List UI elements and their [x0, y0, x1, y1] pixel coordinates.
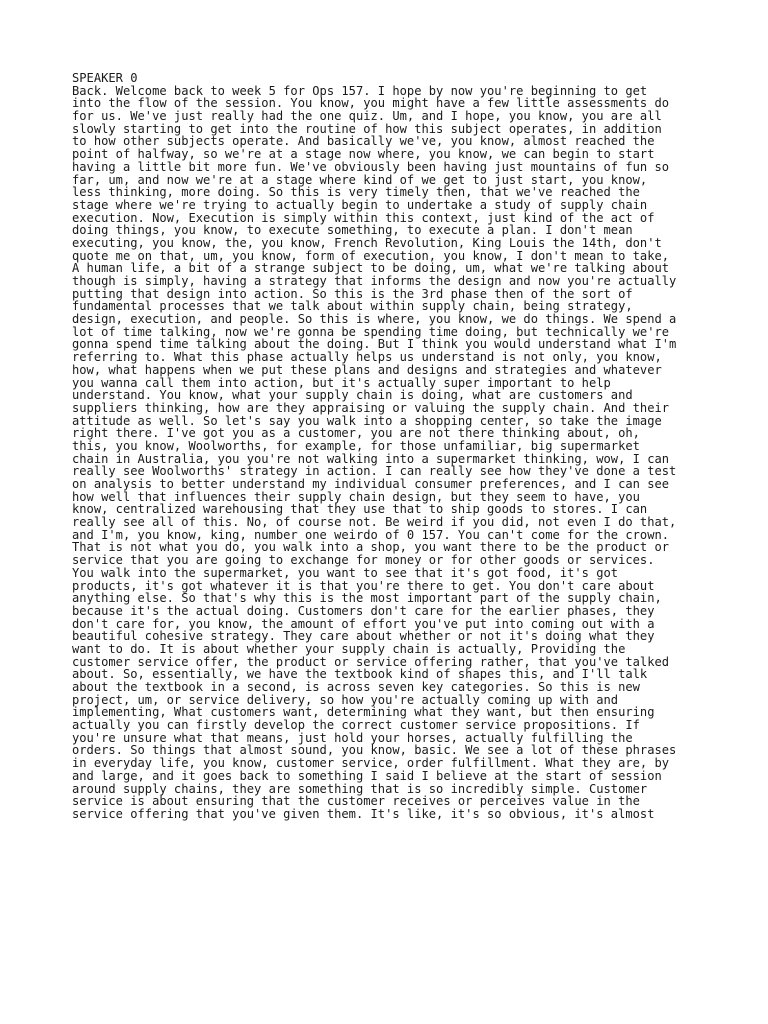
transcript-line: execution. Now, Execution is simply within this context, just kind of the act of: [72, 210, 655, 225]
transcript-body: [72, 72, 712, 821]
transcript-line: service is about ensuring that the customer receives or perceives value in the: [72, 794, 640, 809]
transcript-line: actually you can firstly develop the correct customer service propositions. If: [72, 718, 640, 733]
transcript-line: having a little bit more fun. We've obviously been having just mountains of fun so: [72, 159, 670, 174]
transcript-line: beautiful cohesive strategy. They care about whether or not it's doing what they: [72, 629, 655, 644]
transcript-line: referring to. What this phase actually helps us understand is not only, you know,: [72, 350, 662, 365]
transcript-line: about. So, essentially, we have the textbook kind of shapes this, and I'll talk: [72, 667, 648, 682]
transcript-line: around supply chains, they are something that is so incredibly simple. Customer: [72, 781, 648, 796]
transcript-line: A human life, a bit of a strange subject to be doing, um, what we're talking about: [72, 261, 670, 276]
transcript-line: in everyday life, you know, customer service, order fulfillment. What they are, by: [72, 756, 670, 771]
transcript-line: really see all of this. No, of course not. Be weird if you did, not even I do that,: [72, 515, 677, 530]
transcript-line: stage where we're trying to actually begin to undertake a study of supply chain: [72, 197, 648, 212]
transcript-line: because it's the actual doing. Customers don't care for the earlier phases, they: [72, 603, 655, 618]
transcript-line: project, um, or service delivery, so how you're actually coming up with and: [72, 692, 619, 707]
transcript-line: how well that influences their supply chain design, but they seem to have, you: [72, 489, 640, 504]
transcript-line: service offering that you've given them. It's like, it's so obvious, it's almost: [72, 806, 655, 821]
transcript-line: on analysis to better understand my individual consumer preferences, and I can see: [72, 477, 670, 491]
transcript-line: quote me on that, um, you know, form of execution, you know, I don't mean to take,: [72, 248, 670, 263]
transcript-line: and large, and it goes back to something I said I believe at the start of session: [72, 768, 662, 783]
transcript-line: about the textbook in a second, is across seven key categories. So this is new: [72, 680, 640, 694]
transcript-line: customer service offer, the product or service offering rather, that you've talked: [72, 654, 670, 669]
transcript-line: suppliers thinking, how are they appraising or valuing the supply chain. And their: [72, 400, 670, 415]
transcript-line: orders. So things that almost sound, you know, basic. We see a lot of these phrases: [72, 743, 677, 758]
transcript-line: you wanna call them into action, but it's actually super important to help: [72, 375, 611, 390]
transcript-line: far, um, and now we're at a stage where kind of we get to just start, you know,: [72, 172, 648, 187]
transcript-line: this, you know, Woolworths, for example, for those unfamiliar, big supermarket: [72, 438, 640, 453]
transcript-line: Back. Welcome back to week 5 for Ops 157. I hope by now you're beginning to get: [72, 83, 648, 98]
transcript-line: service that you are going to exchange for money or for other goods or services.: [72, 553, 655, 568]
transcript-line: into the flow of the session. You know, you might have a few little assessments do: [72, 96, 670, 111]
transcript-line: you're unsure what that means, just hold your horses, actually fulfilling the: [72, 730, 633, 745]
transcript-line: attitude as well. So let's say you walk into a shopping center, so take the image: [72, 413, 662, 428]
transcript-line: don't care for, you know, the amount of effort you've put into coming out with a: [72, 616, 655, 631]
transcript-line: slowly starting to get into the routine of how this subject operates, in addition: [72, 121, 662, 136]
transcript-line: implementing, What customers want, determining what they want, but then ensuring: [72, 705, 655, 720]
transcript-line: understand. You know, what your supply chain is doing, what are customers and: [72, 388, 633, 403]
transcript-line: That is not what you do, you walk into a shop, you want there to be the product or: [72, 540, 670, 555]
transcript-line: and I'm, you know, king, number one weirdo of 0 157. You can't come for the crown.: [72, 527, 670, 542]
transcript-line: gonna spend time talking about the doing. But I think you would understand what I'm: [72, 337, 677, 352]
transcript-line: chain in Australia, you you're not walking into a supermarket thinking, wow, I can: [72, 451, 670, 466]
transcript-line: putting that design into action. So this is the 3rd phase then of the sort of: [72, 286, 633, 301]
transcript-line: anything else. So that's why this is the most important part of the supply chain,: [72, 591, 662, 606]
transcript-line: lot of time talking, now we're gonna be spending time doing, but technically we're: [72, 324, 670, 339]
transcript-line: how, what happens when we put these plans and designs and strategies and whatever: [72, 362, 662, 377]
transcript-lines: [72, 85, 712, 821]
transcript-line: right there. I've got you as a customer, you are not there thinking about, oh,: [72, 426, 640, 441]
transcript-line: though is simply, having a strategy that informs the design and now you're actually: [72, 274, 677, 288]
transcript-line: doing things, you know, to execute something, to execute a plan. I don't mean: [72, 223, 633, 238]
transcript-line: fundamental processes that we talk about within supply chain, being strategy,: [72, 299, 633, 314]
transcript-line: for us. We've just really had the one quiz. Um, and I hope, you know, you are all: [72, 109, 662, 124]
transcript-line: executing, you know, the, you know, French Revolution, King Louis the 14th, don't: [72, 235, 662, 250]
transcript-line: You walk into the supermarket, you want to see that it's got food, it's got: [72, 565, 619, 580]
transcript-line: want to do. It is about whether your supply chain is actually, Providing the: [72, 641, 626, 656]
transcript-line: products, it's got whatever it is that you're there to get. You don't care about: [72, 578, 655, 593]
transcript-line: know, centralized warehousing that they use that to ship goods to stores. I can: [72, 502, 648, 517]
transcript-line: design, execution, and people. So this is where, you know, we do things. We spend a: [72, 312, 677, 327]
transcript-line: really see Woolworths' strategy in action. I can really see how they've done a test: [72, 464, 677, 479]
transcript-line: point of halfway, so we're at a stage now where, you know, we can begin to start: [72, 147, 655, 162]
speaker-label: SPEAKER 0: [72, 71, 138, 85]
transcript-line: less thinking, more doing. So this is very timely then, that we've reached the: [72, 185, 640, 200]
transcript-line: to how other subjects operate. And basically we've, you know, almost reached the: [72, 134, 655, 149]
